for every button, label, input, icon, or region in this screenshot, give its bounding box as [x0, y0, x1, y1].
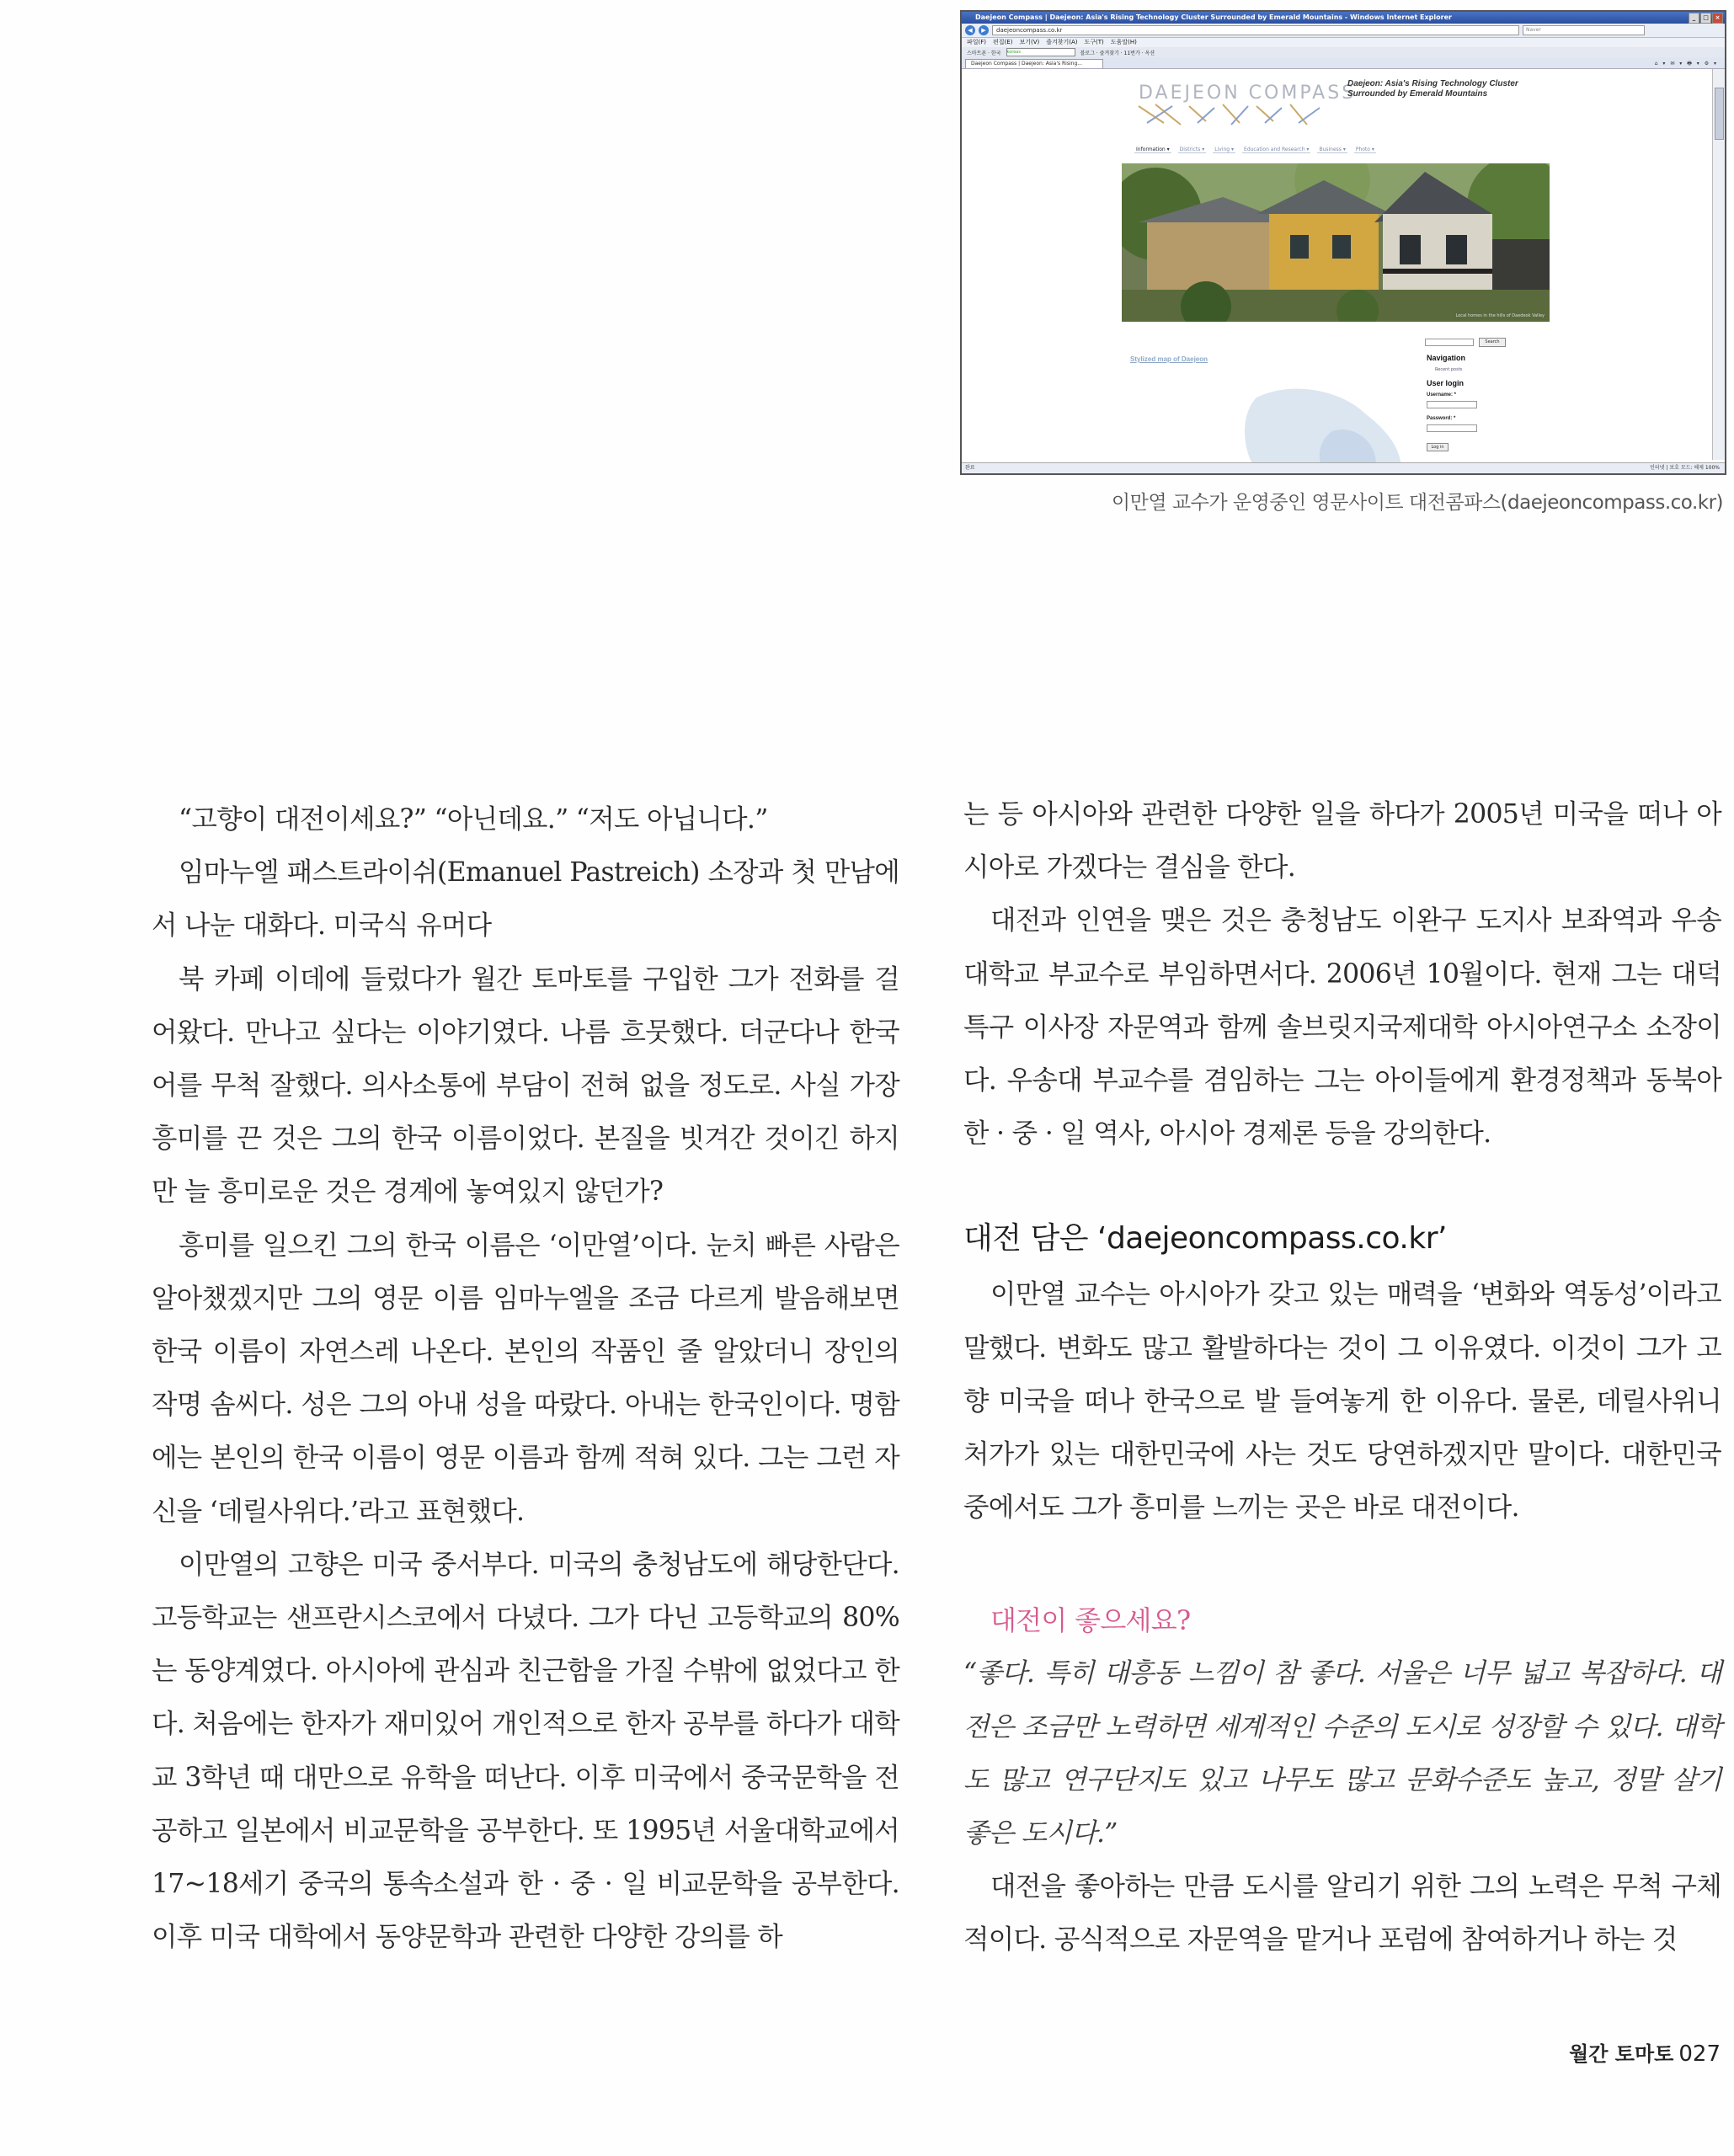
browser-window-title: Daejeon Compass | Daejeon: Asia's Rising Technology Cluster Surrounded by Emerald Mountains - Windows Internet Explorer	[975, 13, 1452, 21]
site-logo: DAEJEON COMPASS	[1139, 83, 1357, 104]
menu-tools: 도구(T)	[1084, 39, 1104, 45]
minimize-icon: _	[1689, 13, 1699, 24]
forward-icon: ▶	[979, 25, 989, 35]
menu-favorites: 즐겨찾기(A)	[1046, 39, 1078, 45]
paragraph: 이만열 교수는 아시아가 갖고 있는 매력을 ‘변화와 역동성’이라고 말했다. 변화도 많고 활발하다는 것이 그 이유였다. 이것이 그가 고향 미국을 떠나 한국으로 발 들여놓게 한 이유다. 물론, 데릴사위니 처가가 있는 대한민국에 사는 것도 당연하겠지만 말이다. 대한민국 중에서도 그가 흥미를 느끼는 곳은 바로 대전이다.	[963, 1279, 1721, 1524]
tagline-line-2: Surrounded by Emerald Mountains	[1347, 89, 1488, 99]
nav-living: Living ▾	[1214, 147, 1235, 152]
browser-search-box: Naver	[1523, 25, 1645, 35]
website-screenshot	[960, 10, 1726, 475]
maximize-icon: □	[1700, 13, 1711, 24]
left-column	[152, 793, 899, 1964]
navigation-heading: Navigation	[1427, 354, 1466, 362]
opening-dialogue: “고향이 대전이세요?” “아닌데요.” “저도 아닙니다.”	[179, 804, 768, 835]
hero-photo	[1122, 163, 1550, 322]
site-tagline	[1347, 79, 1566, 99]
site-nav	[1134, 147, 1376, 153]
site-search-input	[1425, 339, 1474, 346]
browser-status-bar	[962, 462, 1725, 473]
password-field	[1427, 424, 1477, 432]
browser-tab-row	[962, 57, 1725, 69]
menu-view: 보기(V)	[1019, 39, 1040, 45]
paragraph: 북 카페 이데에 들렀다가 월간 토마토를 구입한 그가 전화를 걸어왔다. 만나고 싶다는 이야기였다. 나름 흐뭇했다. 더군다나 한국어를 무척 잘했다. 의사소통에 부담이 전혀 없을 정도로. 사실 가장 흥미를 끈 것은 그의 한국 이름이었다. 본질을 빗겨간 것이긴 하지만 늘 흥미로운 것은 경계에 놓여있지 않던가?	[152, 963, 899, 1208]
toolbar-search-box: koreas	[1006, 48, 1075, 56]
screenshot-caption: 이만열 교수가 운영중인 영문사이트 대전콤파스(daejeoncompass.co.kr)	[1111, 492, 1723, 514]
nav-education: Education and Research ▾	[1244, 147, 1310, 152]
username-field	[1427, 401, 1477, 408]
nav-information: Information ▾	[1136, 147, 1170, 152]
links-right: 블로그 · 즐겨찾기 · 11번가 · 옥션	[1080, 50, 1155, 56]
map-link: Stylized map of Daejeon	[1130, 355, 1208, 363]
status-left: 완료	[965, 465, 975, 471]
magazine-name: 월간 토마토	[1569, 2042, 1674, 2066]
paragraph: 임마누엘 패스트라이쉬(Emanuel Pastreich) 소장과 첫 만남에서 나눈 대화다. 미국식 유머다	[152, 857, 899, 942]
user-login-heading: User login	[1427, 379, 1465, 387]
paragraph: 대전과 인연을 맺은 것은 충청남도 이완구 도지사 보좌역과 우송대학교 부교수로 부임하면서다. 2006년 10월이다. 현재 그는 대덕특구 이사장 자문역과 함께 솔브릿지국제대학 아시아연구소 소장이다. 우송대 부교수를 겸임하는 그는 아이들에게 환경정책과 동북아 한 · 중 · 일 역사, 아시아 경제론 등을 강의한다.	[963, 905, 1721, 1150]
right-column	[963, 788, 1721, 1967]
browser-menu-bar	[962, 38, 1725, 47]
interview-answer: “좋다. 특히 대흥동 느낌이 참 좋다. 서울은 너무 넓고 복잡하다. 대전은 조금만 노력하면 세계적인 수준의 도시로 성장할 수 있다. 대학도 많고 연구단지도 있고 나무도 많고 문화수준도 높고, 정말 살기 좋은 도시다.”	[963, 1658, 1721, 1849]
browser-scrollbar	[1712, 69, 1725, 460]
status-right: 인터넷 | 보호 모드: 해제 100%	[1650, 465, 1720, 471]
address-bar: daejeoncompass.co.kr	[992, 25, 1519, 35]
continued-paragraph: 는 등 아시아와 관련한 다양한 일을 하다가 2005년 미국을 떠나 아시아로 가겠다는 결심을 한다.	[963, 799, 1721, 883]
window-controls	[1689, 13, 1723, 24]
browser-address-row	[962, 24, 1725, 38]
browser-tab: Daejeon Compass | Daejeon: Asia's Rising...	[965, 59, 1103, 68]
menu-file: 파일(F)	[967, 39, 987, 45]
login-button: Log in	[1427, 443, 1449, 451]
section-heading-url: ‘daejeoncompass.co.kr’	[1097, 1221, 1447, 1257]
nav-districts: Districts ▾	[1179, 147, 1205, 152]
photo-caption: Local homes in the hills of Daedeok Valley	[1455, 313, 1545, 318]
paragraph: 흥미를 일으킨 그의 한국 이름은 ‘이만열’이다. 눈치 빠른 사람은 알아챘겠지만 그의 영문 이름 임마누엘을 조금 다르게 발음해보면 한국 이름이 자연스레 나온다. 본인의 작품인 줄 알았더니 장인의 작명 솜씨다. 성은 그의 아내 성을 따랐다. 아내는 한국인이다. 명함에는 본인의 한국 이름이 영문 이름과 함께 적혀 있다. 그는 그런 자신을 ‘데릴사위다.’라고 표현했다.	[152, 1230, 899, 1527]
menu-help: 도움말(H)	[1110, 39, 1137, 45]
links-left: 스마트폰 · 한국	[967, 50, 1001, 56]
nav-photo: Photo ▾	[1355, 147, 1374, 152]
browser-tool-icons: ⌂ ▾ ✉ ▾ 🖶 ▾ ⚙ ▾	[1654, 61, 1718, 67]
houses-illustration	[1122, 163, 1550, 322]
username-label: Username: *	[1427, 392, 1457, 398]
menu-edit: 편집(E)	[993, 39, 1013, 45]
tagline-line-1: Daejeon: Asia's Rising Technology Cluster	[1347, 79, 1518, 88]
back-icon: ◀	[965, 25, 975, 35]
stylized-map	[1240, 381, 1433, 475]
web-page-content	[962, 69, 1711, 460]
browser-title-bar	[962, 12, 1725, 24]
interview-question: 대전이 좋으세요?	[990, 1604, 1191, 1637]
close-icon: ×	[1712, 13, 1723, 24]
section-heading	[963, 1209, 1721, 1268]
site-search-button: Search	[1479, 338, 1506, 347]
logo-graphic	[1130, 103, 1349, 126]
nav-business: Business ▾	[1319, 147, 1346, 152]
page-number: 027	[1678, 2041, 1721, 2067]
browser-links-bar	[962, 47, 1725, 57]
page-footer	[1569, 2037, 1721, 2067]
paragraph: 이만열의 고향은 미국 중서부다. 미국의 충청남도에 해당한단다. 고등학교는 샌프란시스코에서 다녔다. 그가 다닌 고등학교의 80%는 동양계였다. 아시아에 관심과 친근함을 가질 수밖에 없었다고 한다. 처음에는 한자가 재미있어 개인적으로 한자 공부를 하다가 대학교 3학년 때 대만으로 유학을 떠난다. 이후 미국에서 중국문학을 전공하고 일본에서 비교문학을 공부한다. 또 1995년 서울대학교에서 17~18세기 중국의 통속소설과 한 · 중 · 일 비교문학을 공부한다. 이후 미국 대학에서 동양문학과 관련한 다양한 강의를 하	[152, 1549, 899, 1953]
paragraph: 대전을 좋아하는 만큼 도시를 알리기 위한 그의 노력은 무척 구체적이다. 공식적으로 자문역을 맡거나 포럼에 참여하거나 하는 것	[963, 1871, 1721, 1956]
scrollbar-thumb	[1715, 88, 1724, 140]
recent-posts-link: Recent posts	[1435, 367, 1463, 372]
section-heading-ko: 대전 담은	[963, 1221, 1097, 1257]
password-label: Password: *	[1427, 416, 1456, 421]
